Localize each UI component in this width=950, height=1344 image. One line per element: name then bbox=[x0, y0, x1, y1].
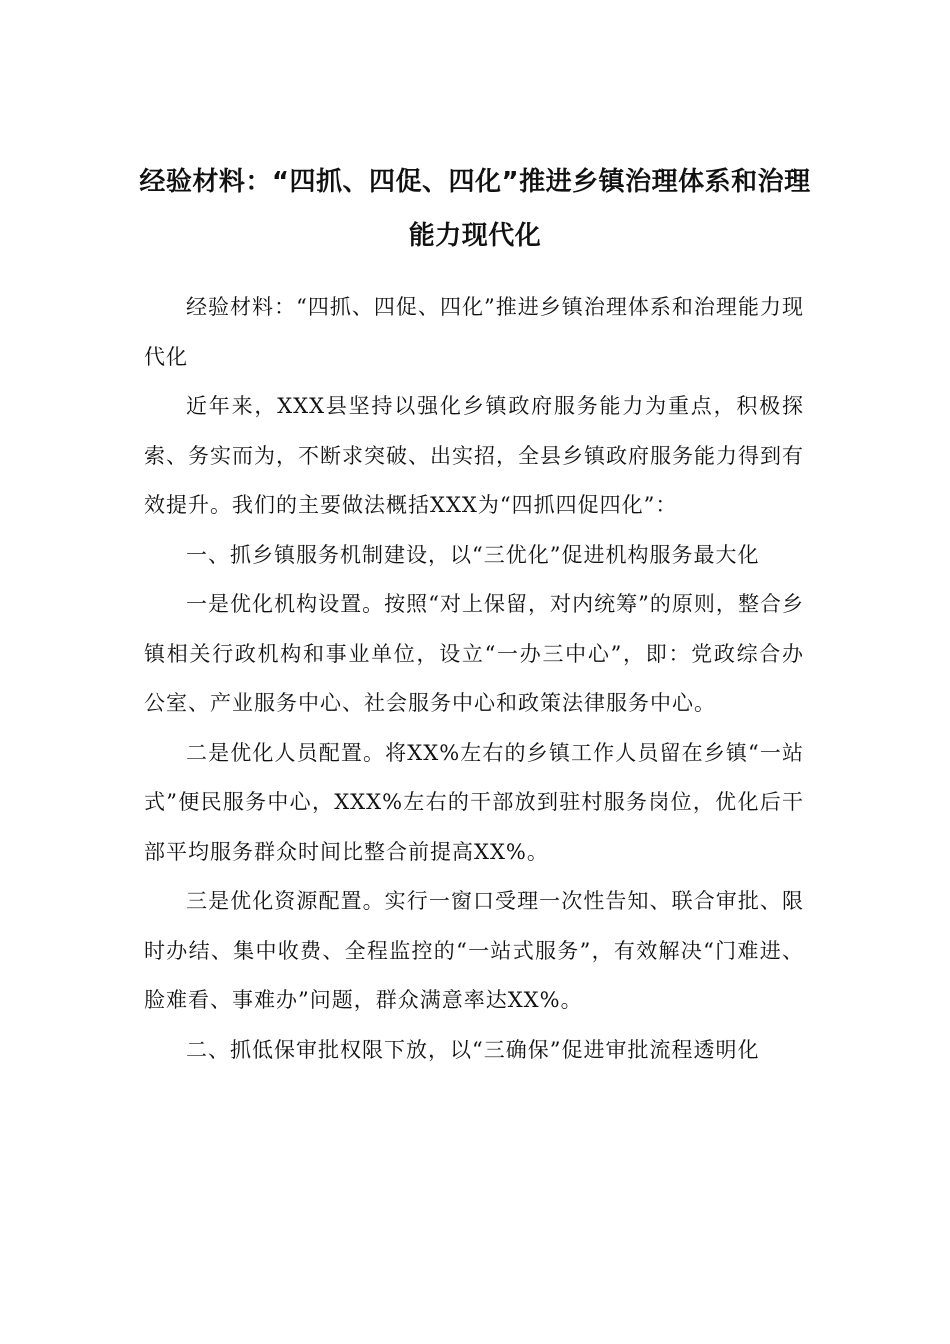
paragraph-heading-repeat: 经验材料：“四抓、四促、四化”推进乡镇治理体系和治理能力现代化 bbox=[144, 295, 804, 369]
section-heading-1: 一、抓乡镇服务机制建设，以“三优化”促进机构服务最大化 bbox=[186, 542, 760, 567]
document-title: 经验材料：“四抓、四促、四化”推进乡镇治理体系和治理能力现代化 bbox=[139, 167, 811, 251]
paragraph-intro: 近年来，XXX县坚持以强化乡镇政府服务能力为重点，积极探索、务实而为，不断求突破、出实招，全县乡镇政府服务能力得到有效提升。我们的主要做法概括XXX为“四抓四促四化”： bbox=[144, 394, 804, 517]
document-body bbox=[144, 283, 804, 1075]
paragraph-point-3: 三是优化资源配置。实行一窗口受理一次性告知、联合审批、限时办结、集中收费、全程监控的“一站式服务”，有效解决“门难进、脸难看、事难办”问题，群众满意率达XX%。 bbox=[144, 889, 804, 1012]
section-heading-2: 二、抓低保审批权限下放，以“三确保”促进审批流程透明化 bbox=[186, 1037, 760, 1062]
paragraph-point-2: 二是优化人员配置。将XX%左右的乡镇工作人员留在乡镇“一站式”便民服务中心，XXX%左右的干部放到驻村服务岗位，优化后干部平均服务群众时间比整合前提高XX%。 bbox=[144, 740, 804, 864]
paragraph-point-1: 一是优化机构设置。按照“对上保留，对内统筹”的原则，整合乡镇相关行政机构和事业单位，设立“一办三中心”，即：党政综合办公室、产业服务中心、社会服务中心和政策法律服务中心。 bbox=[144, 592, 804, 715]
